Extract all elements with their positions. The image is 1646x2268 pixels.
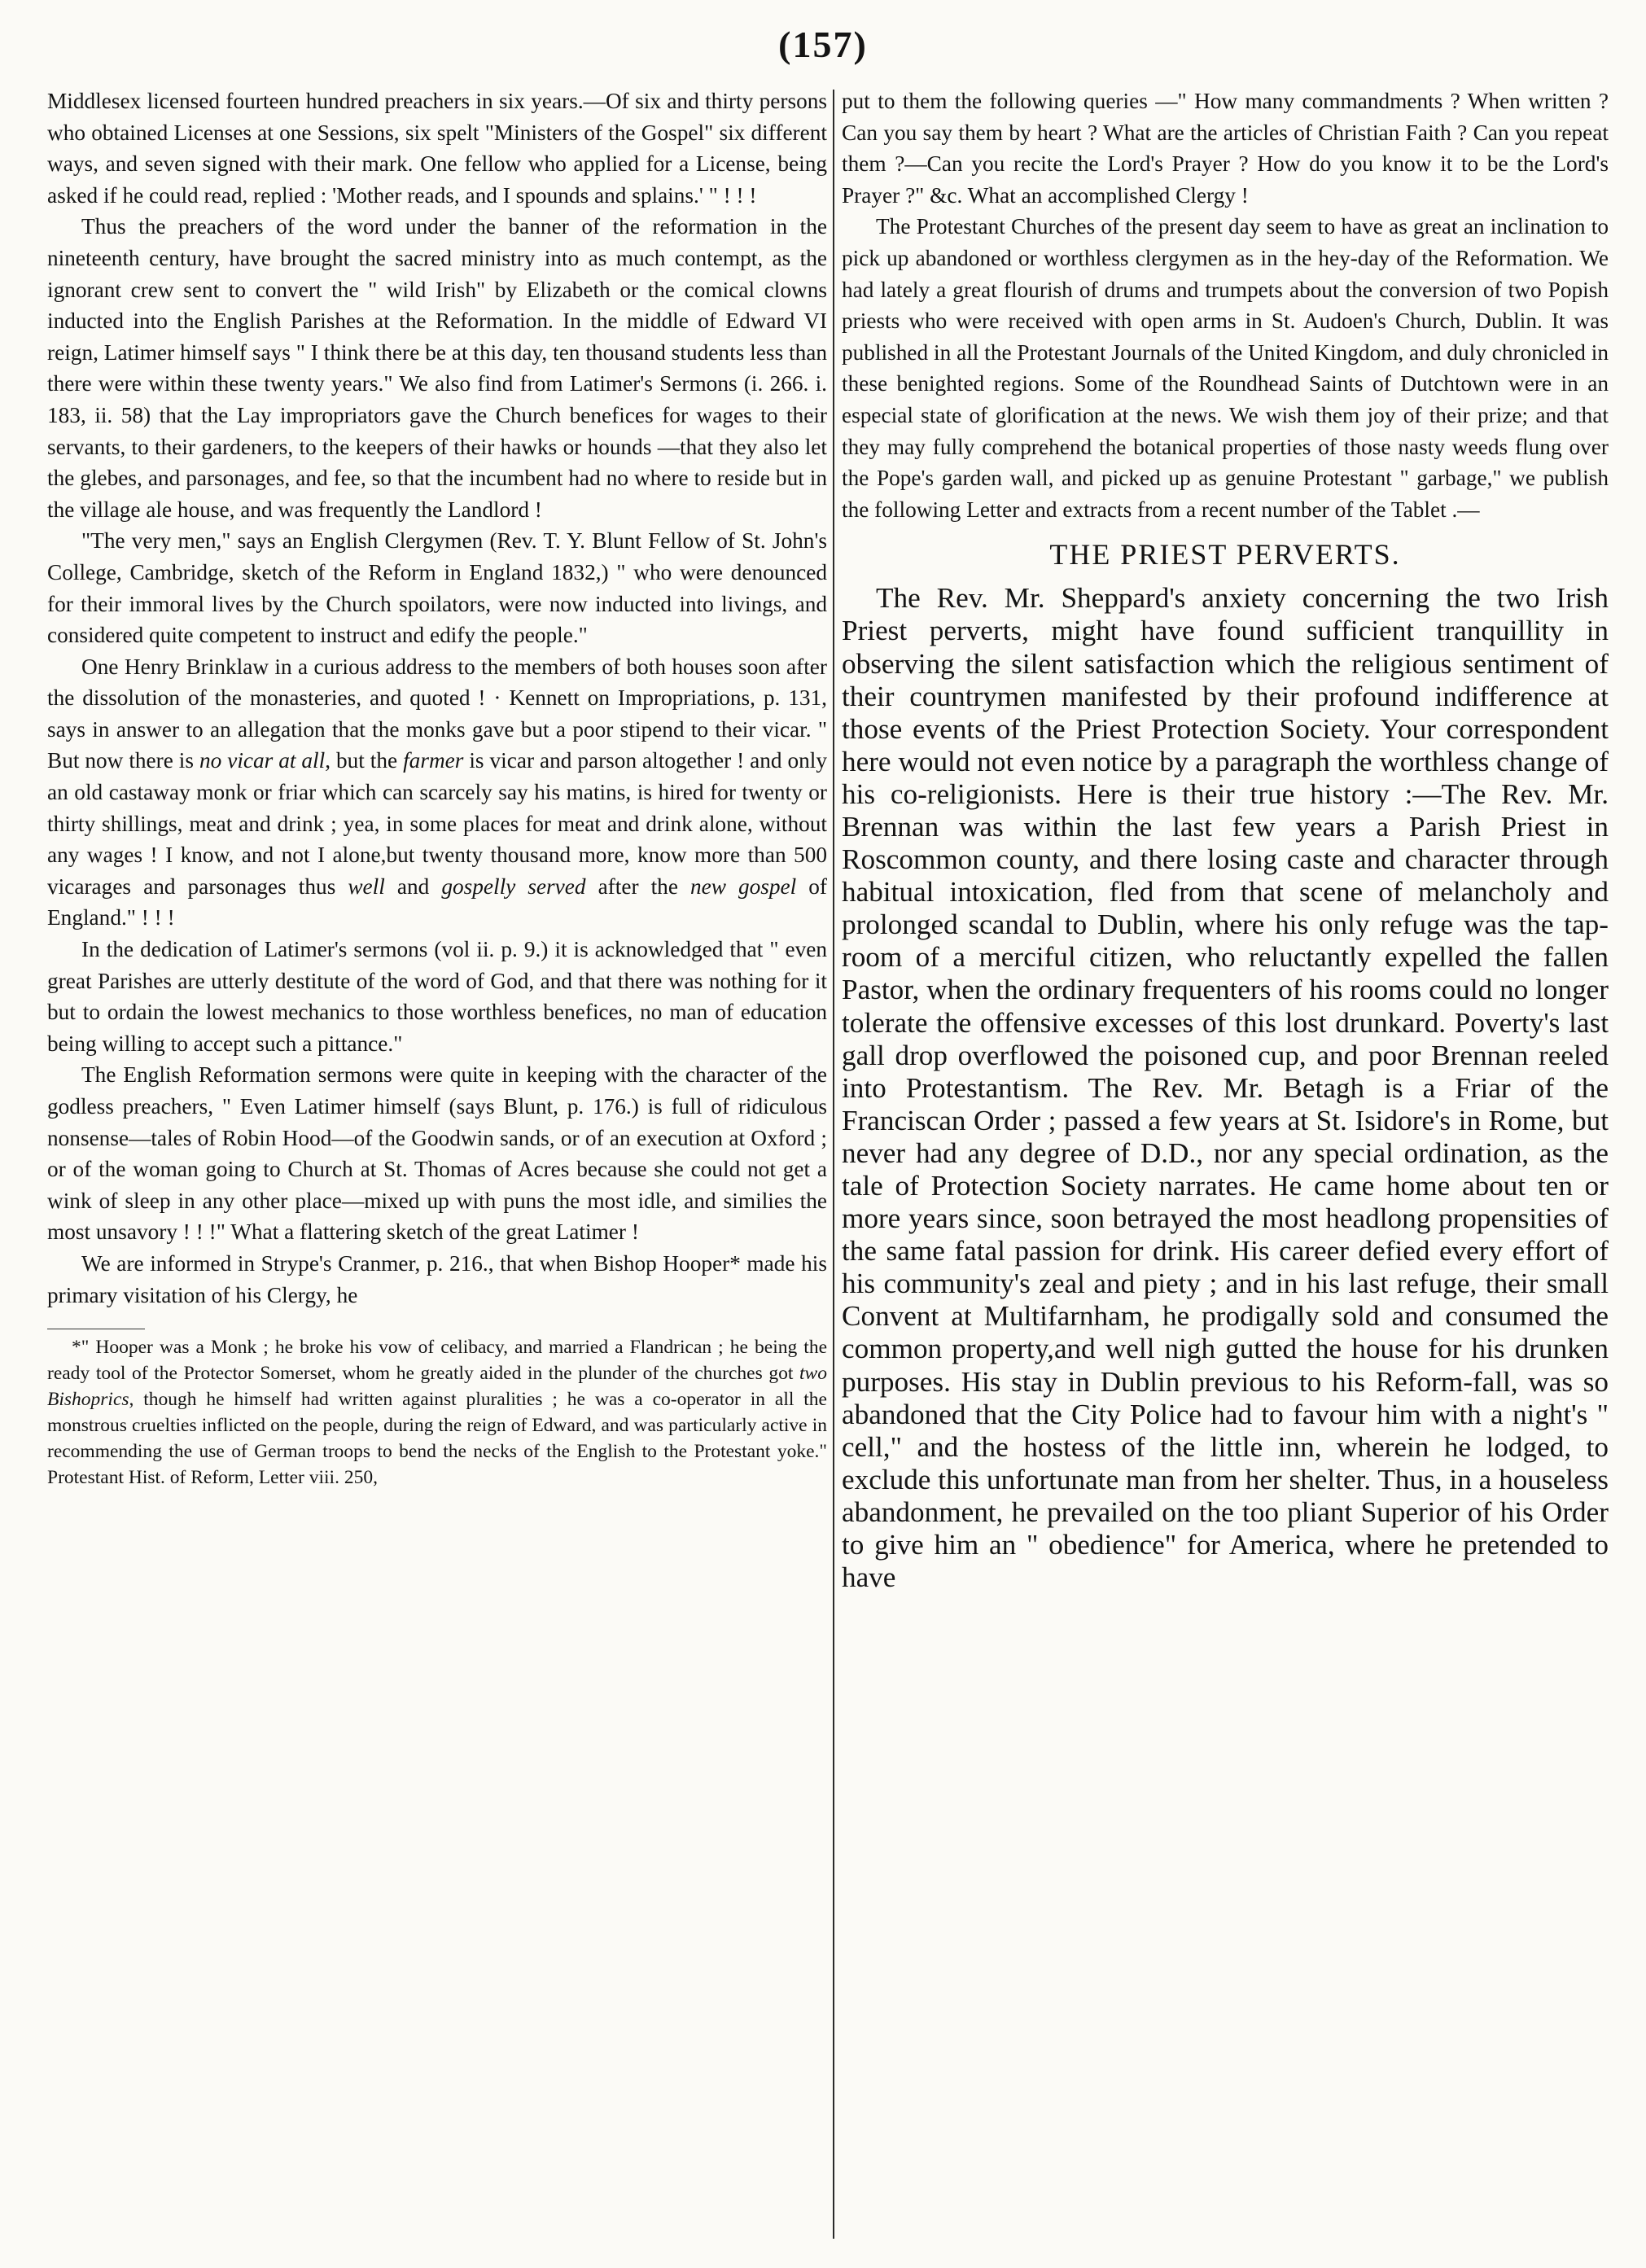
left-paragraph-6: The English Reformation sermons were quite in keeping with the character of the godless preachers, " Even Latimer himself (says Blunt, p. 176.) is full of ridiculous nonsense—tales of Robin Hood—of the Goodwin sands, or of an execution at Oxford ; or of the woman going to Church at St. Thomas of Acres because she could not get a wink of sleep in any other place—mixed up with puns the most idle, and similies the most unsavory ! ! !" What a flattering sketch of the great Latimer ! bbox=[47, 1062, 827, 1245]
left-p4-italic-3: well bbox=[348, 873, 385, 899]
left-paragraph-1: Middlesex licensed fourteen hundred preachers in six years.—Of six and thirty persons who obtained Licenses at one Sessions, six spelt "Ministers of the Gospel" six different ways, and seven signed with their mark. One fellow who applied for a License, being asked if he could read, replied : 'Mother reads, and I spounds and splains.' " ! ! ! bbox=[47, 89, 827, 208]
left-p4-text-e: after the bbox=[585, 873, 690, 899]
left-p4-text-d: and bbox=[384, 873, 442, 899]
right-column bbox=[842, 85, 1609, 1594]
left-paragraph-4 bbox=[47, 651, 827, 934]
left-p4-text-f: of England." ! ! ! bbox=[47, 873, 827, 930]
left-paragraph-2: Thus the preachers of the word under the banner of the reformation in the nineteenth century, have brought the sacred ministry into as much contempt, as the ignorant crew sent to convert the " wild Irish" by Elizabeth or the comical clowns inducted into the English Parishes at the Reformation. In the middle of Edward VI reign, Latimer himself says " I think there be at this day, ten thousand students less than there were within these twenty years." We also find from Latimer's Sermons (i. 266. i. 183, ii. 58) that the Lay impropriators gave the Church benefices for wages to their servants, to their gardeners, to the keepers of their hawks or hounds —that they also let the glebes, and parsonages, and fee, so that the incumbent had no where to reside but in the village ale house, and was frequently the Landlord ! bbox=[47, 214, 827, 522]
article-body: The Rev. Mr. Sheppard's anxiety concerning the two Irish Priest perverts, might have found sufficient tranquillity in observing the silent satisfaction which the religious sentiment of their countrymen manifested by their profound indifference at those events of the Priest Protection Society. Your correspondent here would not even notice by a paragraph the worthless change of his co-religionists. Here is their true history :—The Rev. Mr. Brennan was within the last few years a Parish Priest in Roscommon county, and there losing caste and character through habitual intoxication, fled from that scene of melancholy and prolonged scandal to Dublin, where his only refuge was the tap-room of a merciful citizen, who reluctantly expelled the fallen Pastor, when the ordinary frequenters of his rooms could no longer tolerate the offensive excesses of this lost drunkard. Poverty's last gall drop overflowed the poisoned cup, and poor Brennan reeled into Protestantism. The Rev. Mr. Betagh is a Friar of the Franciscan Order ; passed a few years at St. Isidore's in Rome, but never had any degree of D.D., nor any special ordination, as the tale of Protection Society narrates. He came home about ten or more years since, soon betrayed the most headlong propensities of the same fatal passion for drink. His career defied every effort of his community's zeal and piety ; and in his last refuge, their small Convent at Multifarnham, he prodigally sold and consumed the common property,and well nigh gutted the house for his drunken purposes. His stay in Dublin previous to his Reform-fall, was so abandoned that the City Police had to favour him with a night's " cell," and the hostess of the little inn, wherein he lodged, to exclude this unfortunate man from her shelter. Thus, in a houseless abandonment, he prevailed on the too pliant Superior of his Order to give him an " obedience" for America, where he pretended to have bbox=[842, 582, 1609, 1594]
footnote-italic: two Bishoprics bbox=[47, 1363, 827, 1411]
left-paragraph-7: We are informed in Strype's Cranmer, p. 216., that when Bishop Hooper* made his primary visitation of his Clergy, he bbox=[47, 1250, 827, 1307]
right-paragraph-1: put to them the following queries —" How many commandments ? When written ? Can you say them by heart ? What are the articles of Christian Faith ? Can you repeat them ?—Can you recite the Lord's Prayer ? How do you know it to be the Lord's Prayer ?" &c. What an accomplished Clergy ! bbox=[842, 89, 1609, 208]
left-p4-italic-4: gospelly served bbox=[441, 873, 586, 899]
left-p4-italic-1: no vicar at all bbox=[199, 748, 326, 773]
left-p4-text-b: , but the bbox=[325, 748, 404, 773]
page-number: (157) bbox=[778, 24, 868, 65]
article-headline: THE PRIEST PERVERTS. bbox=[1049, 538, 1401, 571]
left-paragraph-5: In the dedication of Latimer's sermons (vol ii. p. 9.) it is acknowledged that " even great Parishes are utterly destitute of the word of God, and that there was nothing for it but to ordain the lowest mechanics to those worthless benefices, no man of education being willing to accept such a pittance." bbox=[47, 937, 827, 1056]
left-paragraph-3: "The very men," says an English Clergymen (Rev. T. Y. Blunt Fellow of St. John's College, Cambridge, sketch of the Reform in England 1832,) " who were denounced for their immoral lives by the Church spoilators, were now inducted into livings, and considered quite competent to instruct and edify the people." bbox=[47, 528, 827, 648]
right-paragraph-2: The Protestant Churches of the present day seem to have as great an inclination to pick up abandoned or worthless clergymen as in the hey-day of the Reformation. We had lately a great flourish of drums and trumpets about the conversion of two Popish priests who were received with open arms in St. Audoen's Church, Dublin. It was published in all the Protestant Journals of the United Kingdom, and duly chronicled in these benighted regions. Some of the Roundhead Saints of Dutchtown were in an especial state of glorification at the news. We wish them joy of their prize; and that they may fully comprehend the botanical properties of those nasty weeds flung over the Pope's garden wall, and picked up as genuine Protestant " garbage," we publish the following Letter and extracts from a recent number of the Tablet .— bbox=[842, 214, 1609, 522]
left-p4-italic-5: new gospel bbox=[689, 873, 797, 899]
left-column bbox=[47, 85, 827, 1491]
left-p4-text-c: is vicar and parson altogether ! and only an old castaway monk or friar which can scarcely say his matins, is hired for twenty or thirty shillings, meat and drink ; yea, in some places for meat and drink alone, without any wages ! I know, and not I alone,but twenty thousand more, know more than 500 vicarages and parsonages thus bbox=[47, 748, 828, 899]
column-divider bbox=[833, 90, 834, 2239]
footnote-text-b: , though he himself had written against pluralities ; he was a co-operator in all the monstrous cruelties inflicted on the people, during the reign of Edward, and was particularly active in recommending the use of German troops to bend the necks of the English to the Protestant yoke." Protestant Hist. of Reform, Letter viii. 250, bbox=[47, 1389, 827, 1489]
left-p4-italic-2: farmer bbox=[403, 748, 464, 773]
footnote-text-a: *" Hooper was a Monk ; he broke his vow of celibacy, and married a Flandrican ; he being the ready tool of the Protector Somerset, whom he greatly aided in the plunder of the churches got bbox=[47, 1337, 827, 1385]
left-p4-text-a: One Henry Brinklaw in a curious address to the members of both houses soon after the dissolution of the monasteries, and quoted ! · Kennett on Impropriations, p. 131, says in answer to an allegation that the monks gave but a poor stipend to their vicar. " But now there is bbox=[47, 654, 827, 773]
footnote bbox=[47, 1334, 827, 1491]
